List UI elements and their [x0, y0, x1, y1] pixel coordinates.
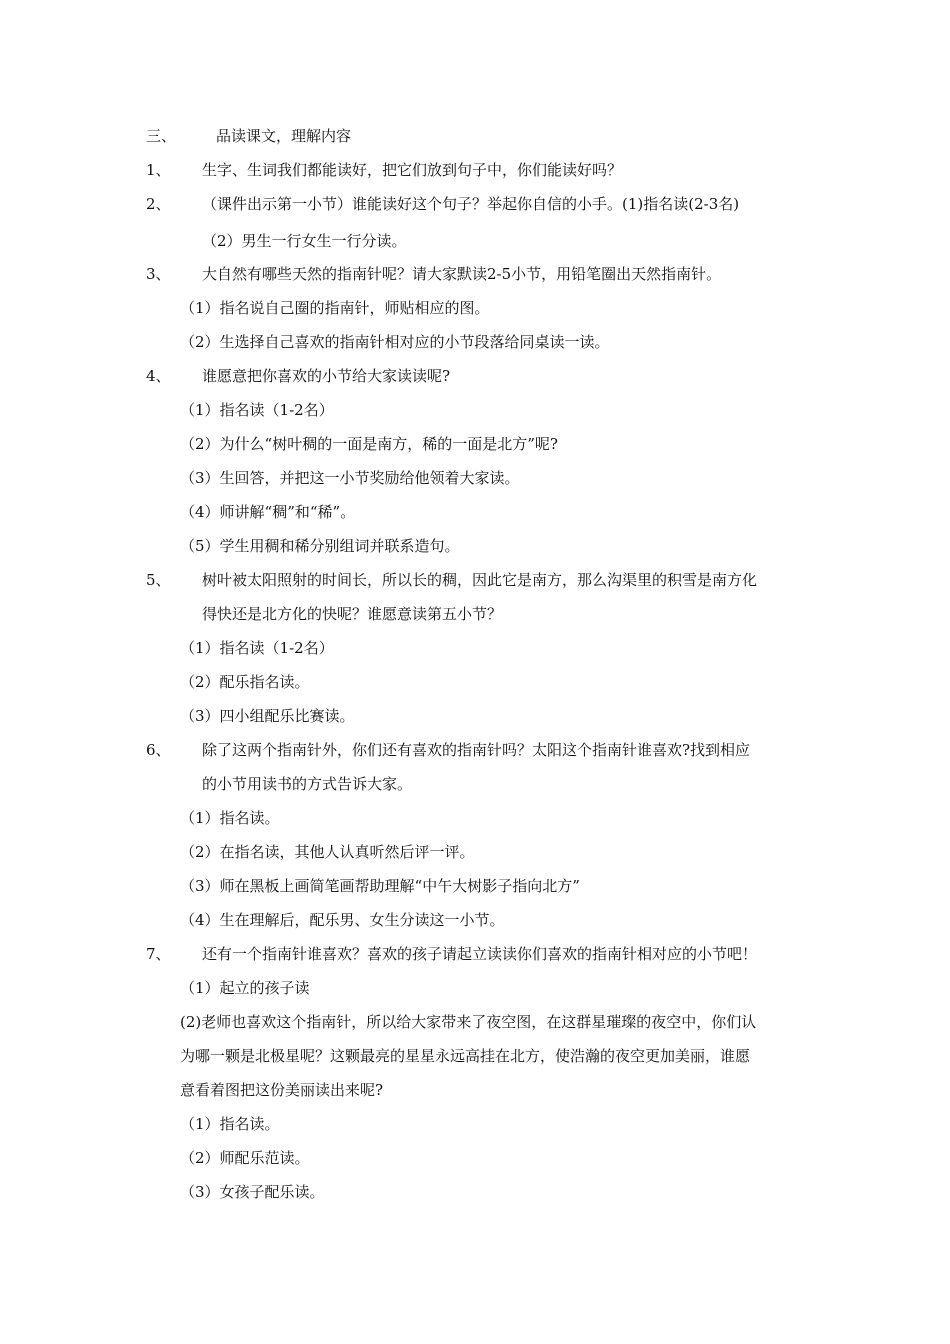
- paragraph-line: 意看着图把这份美丽读出来呢?: [180, 1081, 384, 1099]
- sub-item: （2）生选择自己喜欢的指南针相对应的小节段落给同桌读一读。: [180, 333, 610, 351]
- sub-item: （3）生回答，并把这一小节奖励给他领着大家读。: [180, 469, 520, 487]
- sub-item: （1）指名读（1-2名）: [180, 401, 334, 419]
- item-text: 树叶被太阳照射的时间长，所以长的稠，因此它是南方，那么沟渠里的积雪是南方化: [202, 571, 758, 589]
- item-number: 4、: [146, 367, 171, 385]
- sub-item: （4）师讲解“稠”和“稀”。: [180, 503, 356, 521]
- sub-item: （2）配乐指名读。: [180, 673, 310, 691]
- item-number: 5、: [146, 571, 171, 589]
- item-continuation: 得快还是北方化的快呢？谁愿意读第五小节？: [202, 605, 503, 623]
- sub-item: （4）生在理解后，配乐男、女生分读这一小节。: [180, 911, 505, 929]
- item-number: 3、: [146, 265, 171, 283]
- item-continuation: （2）男生一行女生一行分读。: [202, 232, 407, 250]
- item-text: 生字、生词我们都能读好，把它们放到句子中，你们能读好吗？: [202, 161, 623, 179]
- section-title: 品读课文，理解内容: [216, 127, 352, 145]
- sub-item: （1）指名说自己圈的指南针，师贴相应的图。: [180, 299, 490, 317]
- item-continuation: 的小节用读书的方式告诉大家。: [202, 775, 413, 793]
- item-text: 谁愿意把你喜欢的小节给大家读读呢?: [202, 367, 451, 385]
- item-text: 还有一个指南针谁喜欢？喜欢的孩子请起立读读你们喜欢的指南针相对应的小节吧！: [202, 945, 758, 963]
- sub-item: （2）为什么“树叶稠的一面是南方，稀的一面是北方”呢?: [180, 435, 558, 453]
- item-text: 除了这两个指南针外，你们还有喜欢的指南针吗？太阳这个指南针谁喜欢?找到相应: [202, 741, 751, 759]
- sub-item: （1）指名读。: [180, 1115, 280, 1133]
- item-number: 7、: [146, 945, 171, 963]
- item-number: 2、: [146, 195, 171, 213]
- paragraph-line: (2)老师也喜欢这个指南针，所以给大家带来了夜空图，在这群星璀璨的夜空中，你们认: [180, 1013, 757, 1031]
- sub-item: （1）指名读（1-2名）: [180, 639, 334, 657]
- sub-item: （3）女孩子配乐读。: [180, 1183, 325, 1201]
- sub-item: （3）四小组配乐比赛读。: [180, 707, 355, 725]
- item-number: 1、: [146, 161, 171, 179]
- sub-item: （5）学生用稠和稀分别组词并联系造句。: [180, 537, 460, 555]
- section-marker: 三、: [146, 127, 177, 145]
- sub-item: （2）在指名读，其他人认真听然后评一评。: [180, 843, 475, 861]
- item-text: （课件出示第一小节）谁能读好这个句子？举起你自信的小手。(1)指名读(2-3名): [202, 195, 740, 213]
- sub-item: （3）师在黑板上画简笔画帮助理解“中午大树影子指向北方”: [180, 877, 580, 895]
- paragraph-line: 为哪一颗是北极星呢？这颗最亮的星星永远高挂在北方，使浩瀚的夜空更加美丽，谁愿: [180, 1047, 751, 1065]
- item-number: 6、: [146, 741, 171, 759]
- sub-item: （1）指名读。: [180, 809, 280, 827]
- sub-item: （2）师配乐范读。: [180, 1149, 310, 1167]
- sub-item: （1）起立的孩子读: [180, 979, 310, 997]
- item-text: 大自然有哪些天然的指南针呢？请大家默读2-5小节，用铅笔圈出天然指南针。: [202, 265, 722, 283]
